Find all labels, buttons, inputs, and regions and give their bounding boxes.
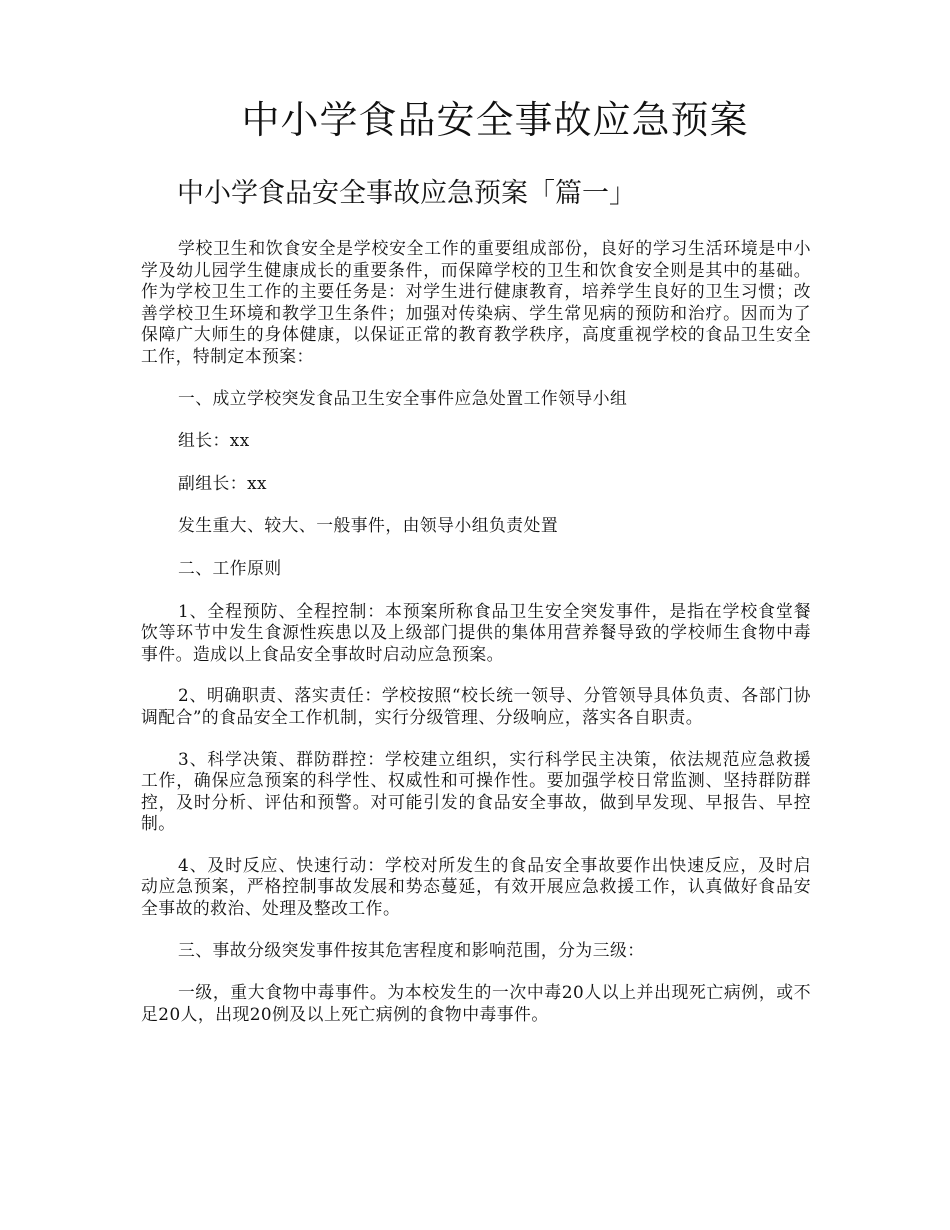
paragraph-principle-3: 3、科学决策、群防群控：学校建立组织，实行科学民主决策，依法规范应急救援工作，确保应急预案的科学性、权威性和可操作性。要加强学校日常监测、坚持群防群控，及时分析、评估和预警。对可能引发的食品安全事故，做到早发现、早报告、早控制。 [141,748,811,834]
document-body [141,238,811,1045]
section-title: 中小学食品安全事故应急预案「篇一」 [177,178,636,209]
paragraph-principle-4: 4、及时反应、快速行动：学校对所发生的食品安全事故要作出快速反应，及时启动应急预案，严格控制事故发展和势态蔓延，有效开展应急救援工作，认真做好食品安全事故的救治、处理及整改工作。 [141,854,811,919]
paragraph-principle-1: 1、全程预防、全程控制：本预案所称食品卫生安全突发事件，是指在学校食堂餐饮等环节中发生食源性疾患以及上级部门提供的集体用营养餐导致的学校师生食物中毒事件。造成以上食品安全事故时启动应急预案。 [141,600,811,664]
paragraph-event-handling: 发生重大、较大、一般事件，由领导小组负责处置 [177,515,559,536]
paragraph-heading-work-principles: 二、工作原则 [177,557,282,578]
paragraph-intro: 学校卫生和饮食安全是学校安全工作的重要组成部份，良好的学习生活环境是中小学及幼儿园学生健康成长的重要条件，而保障学校的卫生和饮食安全则是其中的基础。作为学校卫生工作的主要任务是：对学生进行健康教育，培养学生良好的卫生习惯；改善学校卫生环境和教学卫生条件；加强对传染病、学生常见病的预防和治疗。因而为了保障广大师生的身体健康，以保证正常的教育教学秩序，高度重视学校的食品卫生安全工作，特制定本预案： [141,238,811,366]
document-title: 中小学食品安全事故应急预案 [241,98,749,142]
paragraph-heading-leadership-group: 一、成立学校突发食品卫生安全事件应急处置工作领导小组 [177,387,628,408]
paragraph-principle-2: 2、明确职责、落实责任：学校按照“校长统一领导、分管领导具体负责、各部门协调配合”的食品安全工作机制，实行分级管理、分级响应，落实各自职责。 [141,685,811,727]
paragraph-heading-classification: 三、事故分级突发事件按其危害程度和影响范围，分为三级： [177,939,645,960]
paragraph-deputy-group-leader: 副组长：xx [177,472,268,493]
paragraph-level-one: 一级，重大食物中毒事件。为本校发生的一次中毒20人以上并出现死亡病例，或不足20人，出现20例及以上死亡病例的食物中毒事件。 [141,982,811,1024]
paragraph-group-leader: 组长：xx [177,430,250,451]
